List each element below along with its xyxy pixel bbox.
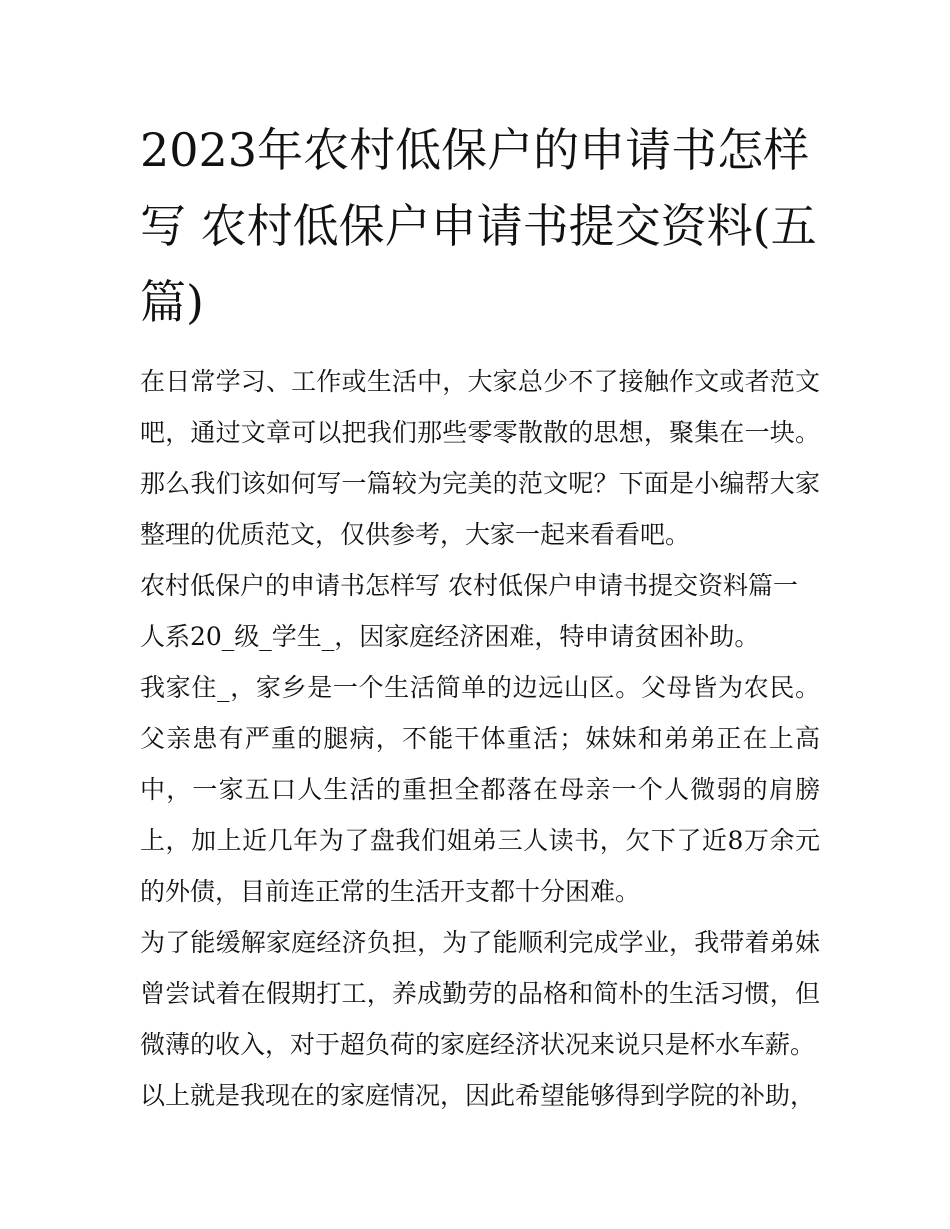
intro-paragraph: 在日常学习、工作或生活中，大家总少不了接触作文或者范文吧，通过文章可以把我们那些零零散散的思想，聚集在一块。那么我们该如何写一篇较为完美的范文呢？下面是小编帮大家整理的优质范文，仅供参考，大家一起来看看吧。 [140,367,820,549]
section-heading: 农村低保户的申请书怎样写 农村低保户申请书提交资料篇一 [140,571,798,600]
body-paragraph: 以上就是我现在的家庭情况，因此希望能够得到学院的补助， [140,1081,816,1110]
body-paragraph: 我家住_，家乡是一个生活简单的边远山区。父母皆为农民。父亲患有严重的腿病，不能干体重活；妹妹和弟弟正在上高中，一家五口人生活的重担全都落在母亲一个人微弱的肩膀上，加上近几年为了盘我们姐弟三人读书，欠下了近8万余元的外债，目前连正常的生活开支都十分困难。 [140,673,820,906]
body-paragraph: 为了能缓解家庭经济负担，为了能顺利完成学业，我带着弟妹曾尝试着在假期打工，养成勤劳的品格和简朴的生活习惯，但微薄的收入，对于超负荷的家庭经济状况来说只是杯水车薪。 [140,928,820,1059]
document-page [140,112,820,1121]
body-paragraph: 人系20_级_学生_，因家庭经济困难，特申请贫困补助。 [140,622,760,651]
document-title: 2023年农村低保户的申请书怎样写 农村低保户申请书提交资料(五篇) [140,123,817,329]
